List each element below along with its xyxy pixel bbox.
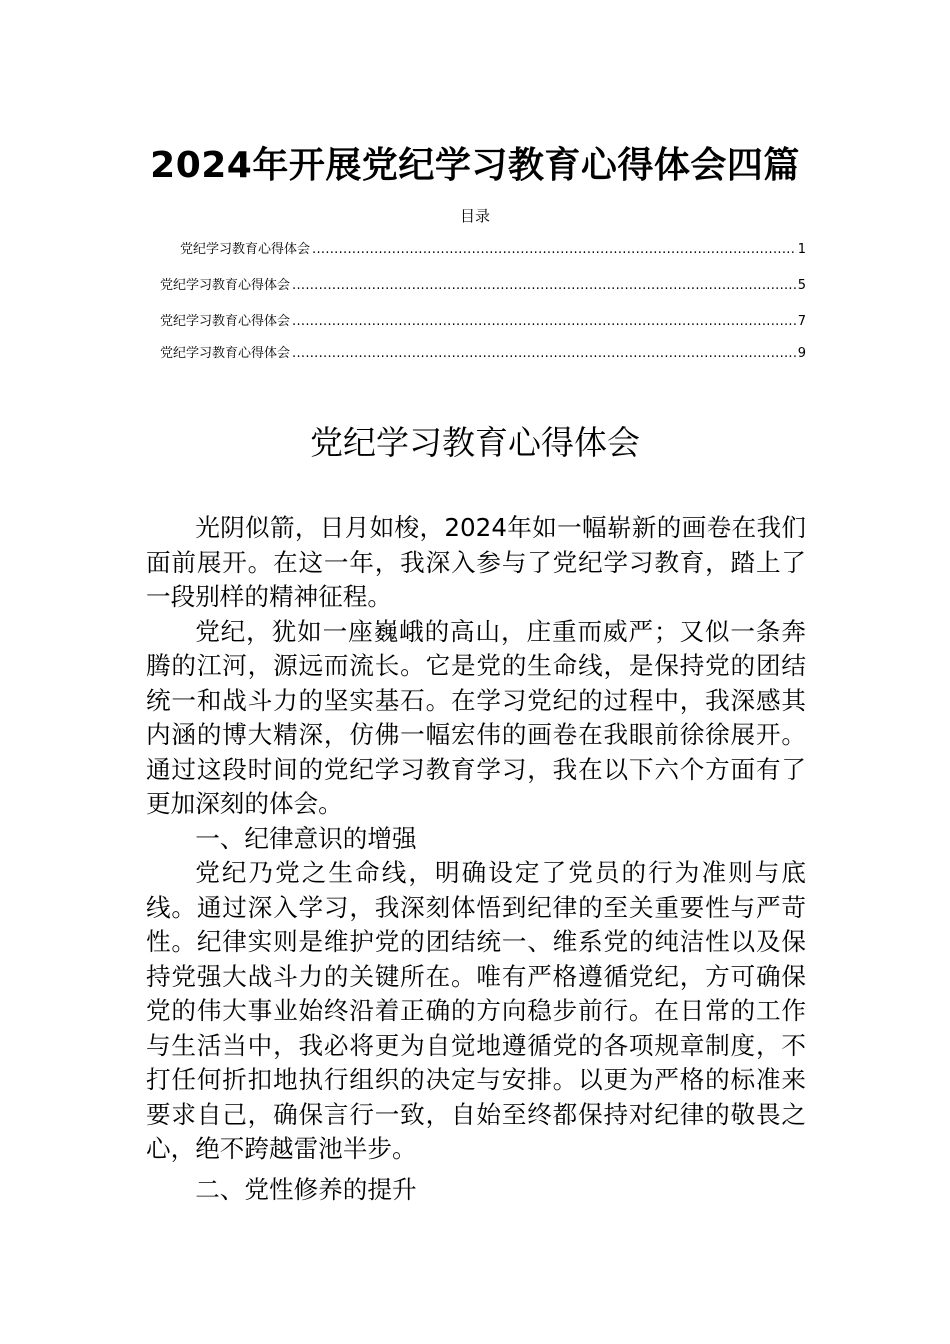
toc-entry-page: 7 — [797, 314, 806, 329]
toc-entry-page: 9 — [797, 346, 806, 361]
toc-heading: 目录 — [459, 207, 490, 225]
toc-entry[interactable] — [160, 312, 806, 332]
subheading: 一、纪律意识的增强 — [195, 823, 417, 853]
toc-entry-label: 党纪学习教育心得体会 — [160, 346, 291, 361]
toc-leader-dots — [292, 276, 796, 296]
subheading: 二、党性修养的提升 — [195, 1174, 417, 1204]
toc-entry-label: 党纪学习教育心得体会 — [160, 278, 291, 293]
toc-entry[interactable] — [180, 240, 806, 260]
toc-entry[interactable] — [160, 276, 806, 296]
toc-entry-page: 5 — [797, 278, 806, 293]
body-text — [146, 511, 806, 1207]
paragraph: 党纪，犹如一座巍峨的高山，庄重而威严；又似一条奔腾的江河，源远而流长。它是党的生命线，是保持党的团结统一和战斗力的坚实基石。在学习党纪的过程中，我深感其内涵的博大精深，仿佛一幅宏伟的画卷在我眼前徐徐展开。通过这段时间的党纪学习教育学习，我在以下六个方面有了更加深刻的体会。 — [146, 616, 806, 818]
toc-leader-dots — [292, 312, 796, 332]
toc-entry-label: 党纪学习教育心得体会 — [160, 314, 291, 329]
section-title: 党纪学习教育心得体会 — [310, 423, 640, 462]
paragraph: 党纪乃党之生命线，明确设定了党员的行为准则与底线。通过深入学习，我深刻体悟到纪律的至关重要性与严苛性。纪律实则是维护党的团结统一、维系党的纯洁性以及保持党强大战斗力的关键所在。唯有严格遵循党纪，方可确保党的伟大事业始终沿着正确的方向稳步前行。在日常的工作与生活当中，我必将更为自觉地遵循党的各项规章制度，不打任何折扣地执行组织的决定与安排。以更为严格的标准来要求自己，确保言行一致，自始至终都保持对纪律的敬畏之心，绝不跨越雷池半步。 — [146, 858, 806, 1163]
paragraph: 光阴似箭，日月如梭，2024年如一幅崭新的画卷在我们面前展开。在这一年，我深入参与了党纪学习教育，踏上了一段别样的精神征程。 — [146, 513, 806, 611]
document-title: 2024年开展党纪学习教育心得体会四篇 — [150, 145, 800, 186]
toc-entry-label: 党纪学习教育心得体会 — [180, 242, 311, 257]
toc-entry[interactable] — [160, 344, 806, 364]
toc-leader-dots — [312, 240, 796, 260]
toc-entry-page: 1 — [797, 242, 806, 257]
toc-leader-dots — [292, 344, 796, 364]
